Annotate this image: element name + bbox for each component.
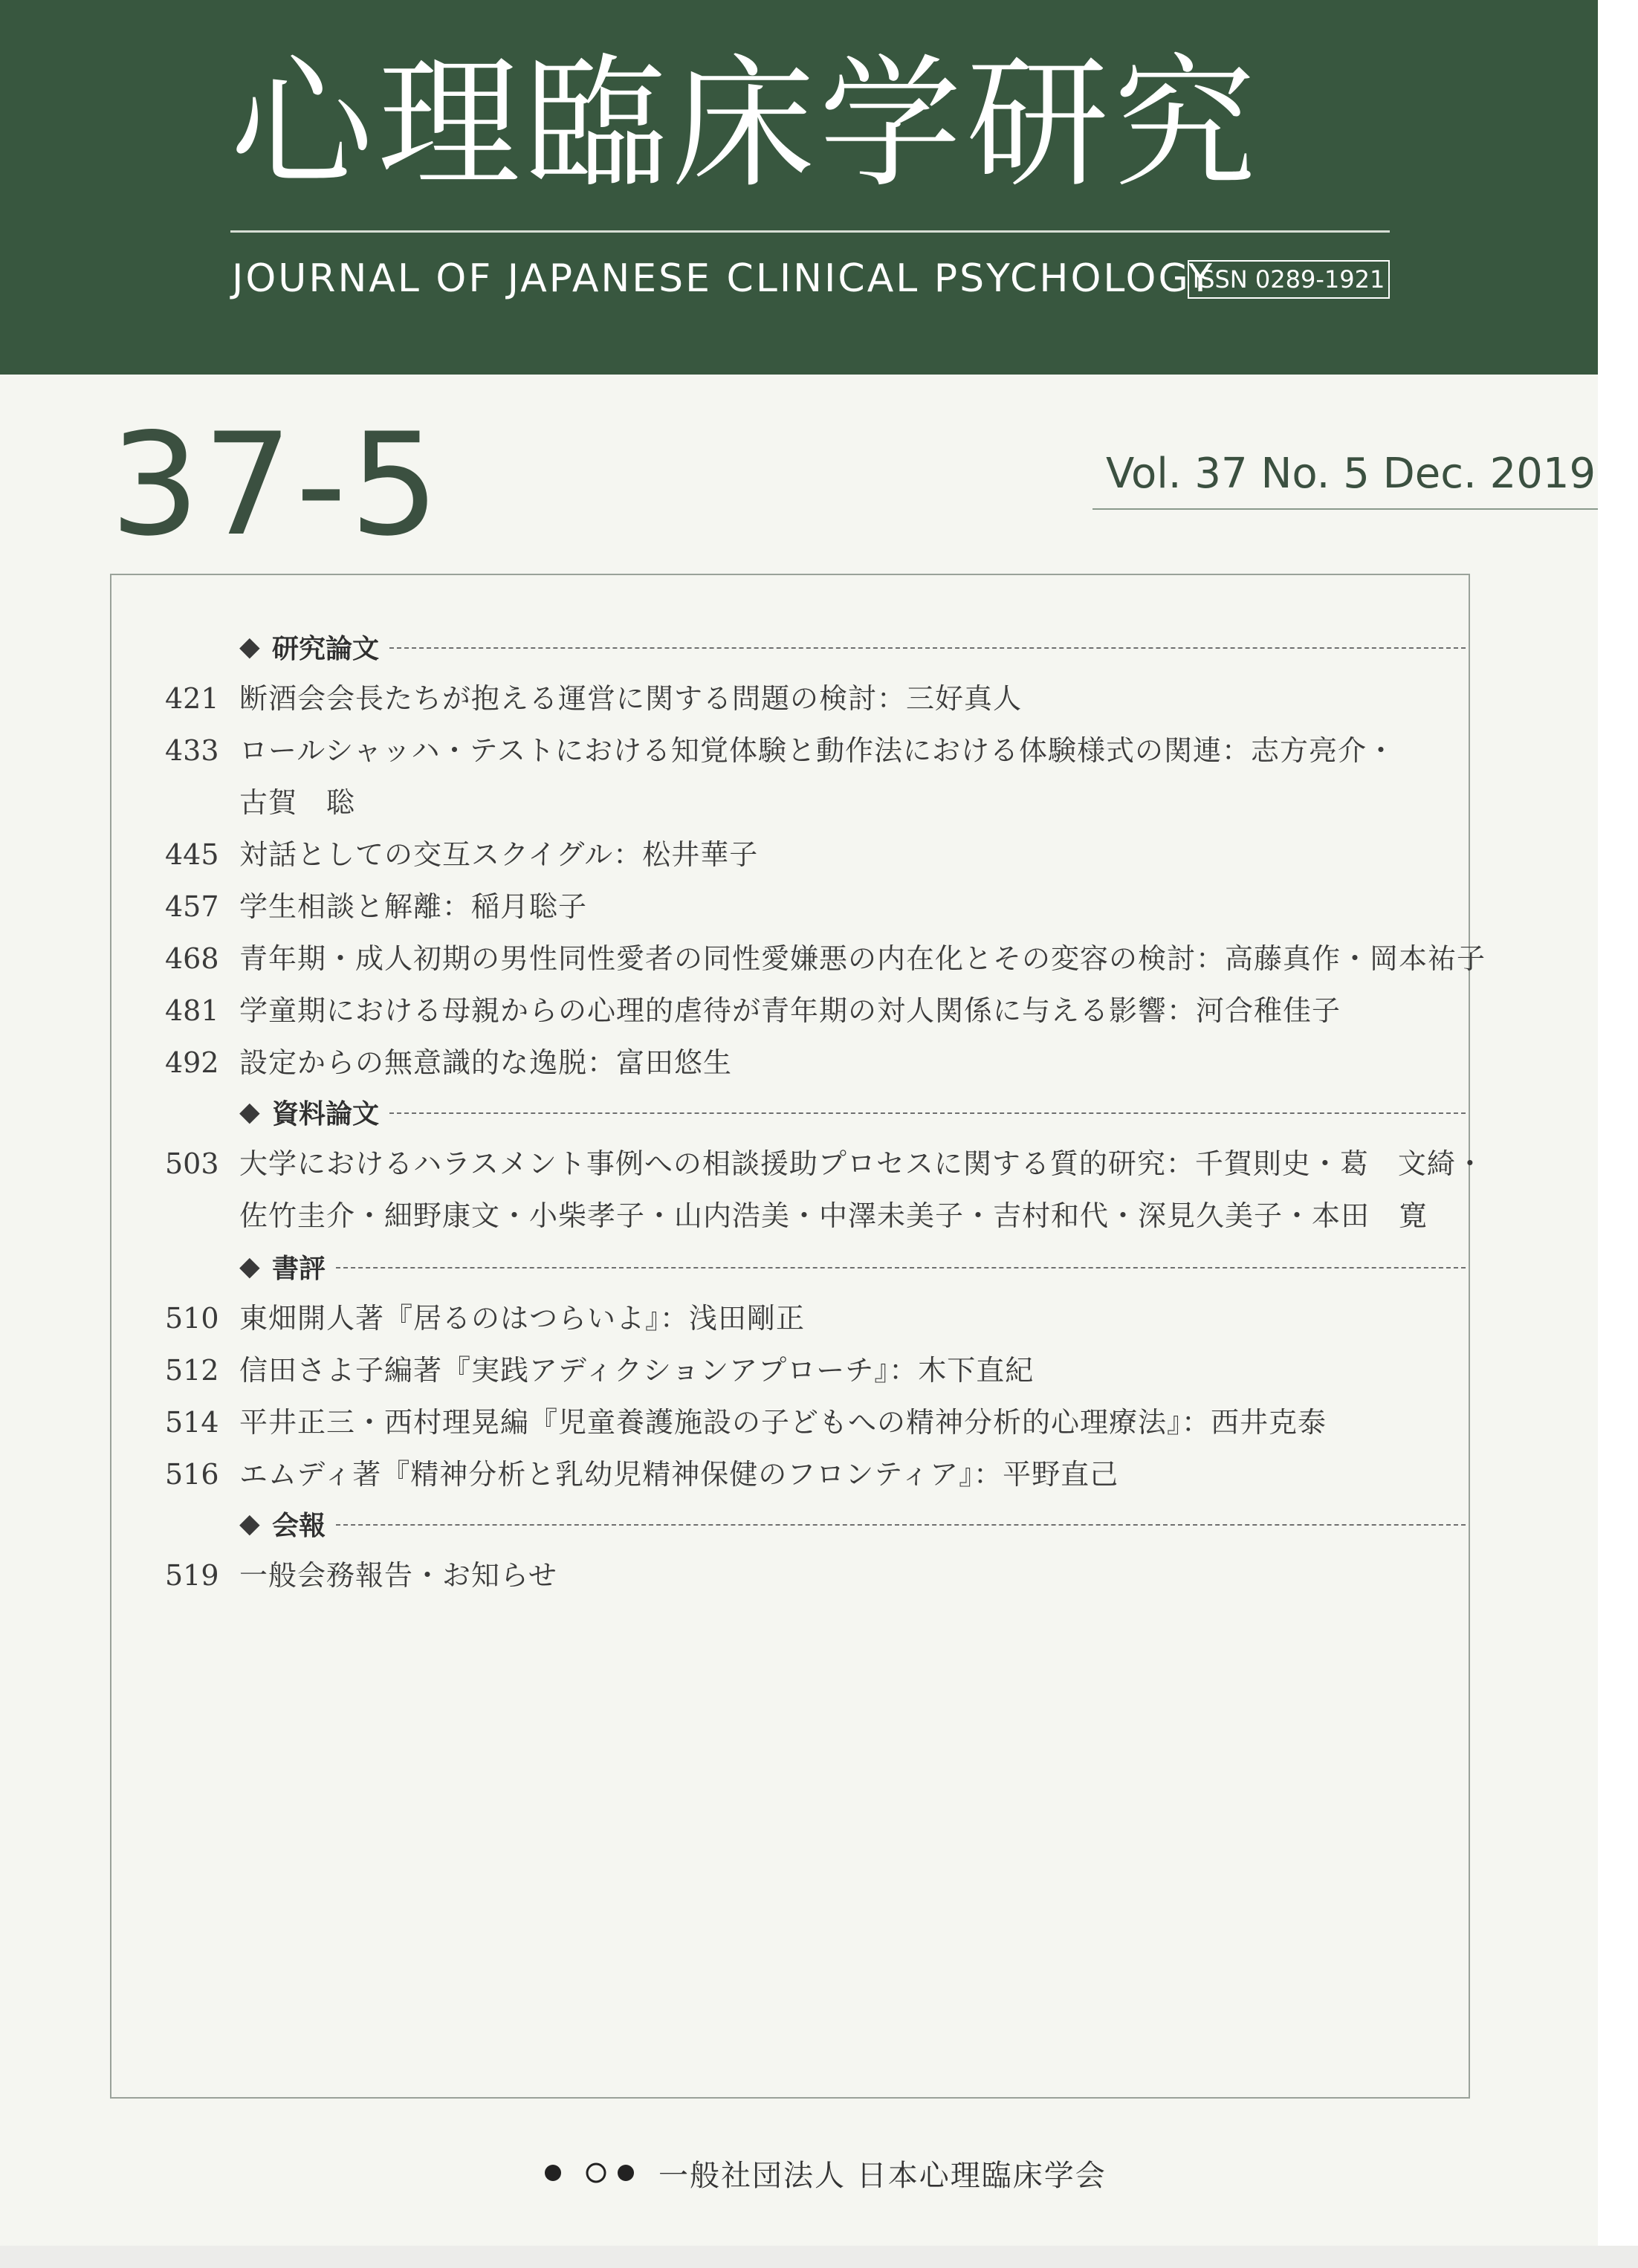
diamond-bullet-icon: ◆ — [239, 1096, 260, 1127]
diamond-bullet-icon: ◆ — [239, 631, 260, 662]
cover-header — [0, 0, 1598, 375]
toc-entry-continuation: 古賀 聡 — [239, 786, 356, 819]
toc-page-number: 457 — [165, 890, 219, 923]
toc-page-number: 510 — [165, 1302, 219, 1335]
section-label: 会報 — [272, 1510, 326, 1541]
publisher-footer — [543, 2151, 1107, 2195]
toc-entry: エムディ著『精神分析と乳幼児精神保健のフロンティア』：平野直己 — [239, 1458, 1119, 1491]
toc-entry: 断酒会会長たちが抱える運営に関する問題の検討：三好真人 — [239, 682, 1023, 715]
diamond-bullet-icon: ◆ — [239, 1508, 260, 1539]
toc-entry: ロールシャッハ・テストにおける知覚体験と動作法における体験様式の関連：志方亮介・ — [239, 734, 1396, 767]
toc-entry: 一般会務報告・お知らせ — [239, 1559, 557, 1592]
section-label: 書評 — [272, 1253, 326, 1284]
toc-page-number: 445 — [165, 838, 219, 871]
toc-entry: 大学におけるハラスメント事例への相談援助プロセスに関する質的研究：千賀則史・葛 文綺・ — [239, 1147, 1485, 1180]
journal-title: 心理臨床学研究 — [230, 42, 1260, 207]
toc-entry: 青年期・成人初期の男性同性愛者の同性愛嫌悪の内在化とその変容の検討：高藤真作・岡本祐子 — [239, 942, 1486, 975]
page-edge — [1598, 0, 1638, 2268]
issue-number: 37-5 — [110, 403, 443, 567]
toc-section-research — [239, 626, 1466, 667]
toc-page-number: 421 — [165, 682, 219, 715]
volume-info: Vol. 37 No. 5 Dec. 2019 — [1106, 450, 1596, 498]
diamond-bullet-icon: ◆ — [239, 1251, 260, 1282]
toc-entry-continuation: 佐竹圭介・細野康文・小柴孝子・山内浩美・中澤未美子・吉村和代・深見久美子・本田 寛 — [239, 1199, 1428, 1232]
toc-entry: 対話としての交互スクイグル：松井華子 — [239, 838, 759, 871]
section-label: 研究論文 — [272, 633, 380, 664]
issn-box: ISSN 0289-1921 — [1188, 260, 1390, 299]
toc-entry: 設定からの無意識的な逸脱：富田悠生 — [239, 1046, 733, 1079]
header-divider — [230, 230, 1390, 233]
toc-entry: 学生相談と解離：稲月聡子 — [239, 890, 588, 923]
toc-section-book-review — [239, 1245, 1466, 1287]
dashed-leader — [389, 1112, 1466, 1114]
toc-page-number: 514 — [165, 1406, 219, 1439]
toc-entry: 平井正三・西村理晃編『児童養護施設の子どもへの精神分析的心理療法』：西井克泰 — [239, 1406, 1327, 1439]
section-label: 資料論文 — [272, 1098, 380, 1130]
toc-entry: 学童期における母親からの心理的虐待が青年期の対人関係に与える影響：河合稚佳子 — [239, 994, 1341, 1027]
toc-page-number: 512 — [165, 1354, 219, 1387]
dashed-leader — [389, 647, 1466, 649]
toc-section-bulletin — [239, 1503, 1466, 1544]
toc-page-number: 519 — [165, 1559, 219, 1592]
toc-section-data — [239, 1091, 1466, 1133]
toc-page-number: 492 — [165, 1046, 219, 1079]
publisher-name: 一般社団法人 日本心理臨床学会 — [658, 2158, 1107, 2193]
journal-subtitle: JOURNAL OF JAPANESE CLINICAL PSYCHOLOGY — [232, 256, 1214, 301]
toc-entry: 東畑開人著『居るのはつらいよ』：浅田剛正 — [239, 1302, 806, 1335]
toc-page-number: 481 — [165, 994, 219, 1027]
society-logo-icon — [543, 2151, 639, 2195]
volume-underline — [1092, 508, 1598, 510]
toc-page-number: 468 — [165, 942, 219, 975]
toc-entry: 信田さよ子編著『実践アディクションアプローチ』：木下直紀 — [239, 1354, 1035, 1387]
page-bottom-edge — [0, 2246, 1638, 2268]
toc-page-number: 516 — [165, 1458, 219, 1491]
dashed-leader — [336, 1524, 1466, 1526]
toc-page-number: 503 — [165, 1147, 219, 1180]
toc-page-number: 433 — [165, 734, 219, 767]
dashed-leader — [336, 1267, 1466, 1269]
